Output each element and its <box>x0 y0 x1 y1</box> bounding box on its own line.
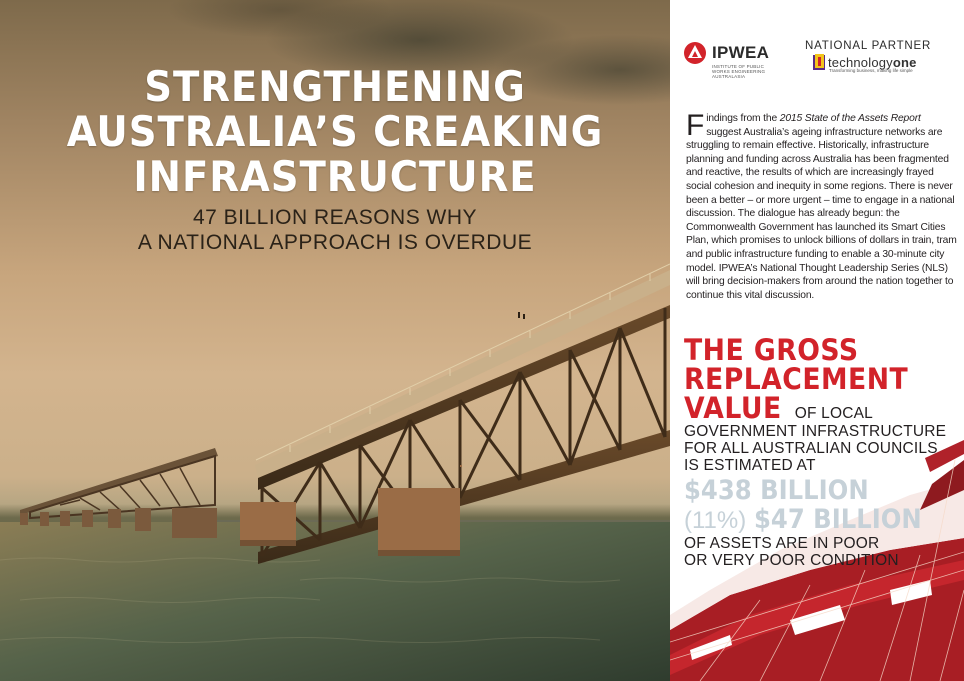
national-partner-label: NATIONAL PARTNER <box>805 40 932 52</box>
ipwea-logo <box>684 42 770 79</box>
ipwea-name: IPWEA <box>712 43 770 62</box>
drop-cap: F <box>686 109 705 142</box>
total-value: $438 BILLION <box>684 475 869 506</box>
technologyone-tagline: Transforming business, making life simple <box>829 68 913 73</box>
ipwea-tagline: INSTITUTE OF PUBLIC WORKS ENGINEERING AUSTRALASIA <box>712 64 766 79</box>
poor-condition-value: $47 BILLION <box>754 504 923 535</box>
stat-text: OF LOCAL <box>790 405 874 422</box>
intro-lead: indings from the <box>706 113 780 124</box>
technologyone-name-light: technology <box>828 54 893 70</box>
stat-headline-line: REPLACEMENT <box>684 362 909 396</box>
sidebar-column <box>670 0 964 681</box>
hero-title-line: INFRASTRUCTURE <box>133 152 537 201</box>
hero-subtitle-line: A NATIONAL APPROACH IS OVERDUE <box>137 231 533 254</box>
hero-title <box>27 64 643 199</box>
stat-headline-line: THE GROSS <box>684 333 859 367</box>
stat-headline-line: VALUE <box>684 391 782 425</box>
hero-title-line: STRENGTHENING <box>144 62 526 111</box>
technologyone-emblem-icon <box>813 54 825 70</box>
stat-text: OF ASSETS ARE IN POOR <box>684 535 880 552</box>
intro-paragraph <box>686 109 958 302</box>
report-title: 2015 State of the Assets Report <box>779 113 921 124</box>
hero-subtitle <box>0 205 670 255</box>
technologyone-name-bold: one <box>892 54 917 70</box>
stat-text: FOR ALL AUSTRALIAN COUNCILS <box>684 440 938 457</box>
gross-replacement-stat <box>684 333 964 569</box>
national-partner-block <box>805 40 935 73</box>
ipwea-emblem-icon <box>684 42 706 64</box>
hero-title-line: AUSTRALIA’S CREAKING <box>66 107 604 156</box>
hero-subtitle-line: 47 BILLION REASONS WHY <box>192 206 478 229</box>
intro-body: suggest Australia’s ageing infrastructure networks are struggling to remain effective. Historically, infrastructure planning and funding across Australia has been fragmented and reactive, the results of which are increasingly frayed social cohesion and inequity in some regions. There is never been a better – or more urgent – time to engage in a national discussion. The dialogue has already begun: the Commonwealth Government has launched its Smart Cities Plan, which promises to unlock billions of dollars in train, tram and public infrastructure funding to enable a 30-minute city model. IPWEA’s National Thought Leadership Series (NLS) will bring decision-makers from around the nation together to continue this vital discussion. <box>686 126 957 301</box>
stat-text: OR VERY POOR CONDITION <box>684 552 899 569</box>
stat-text: GOVERNMENT INFRASTRUCTURE <box>684 423 947 440</box>
stat-text: IS ESTIMATED AT <box>684 457 816 474</box>
poor-percentage: (11%) <box>684 507 747 534</box>
